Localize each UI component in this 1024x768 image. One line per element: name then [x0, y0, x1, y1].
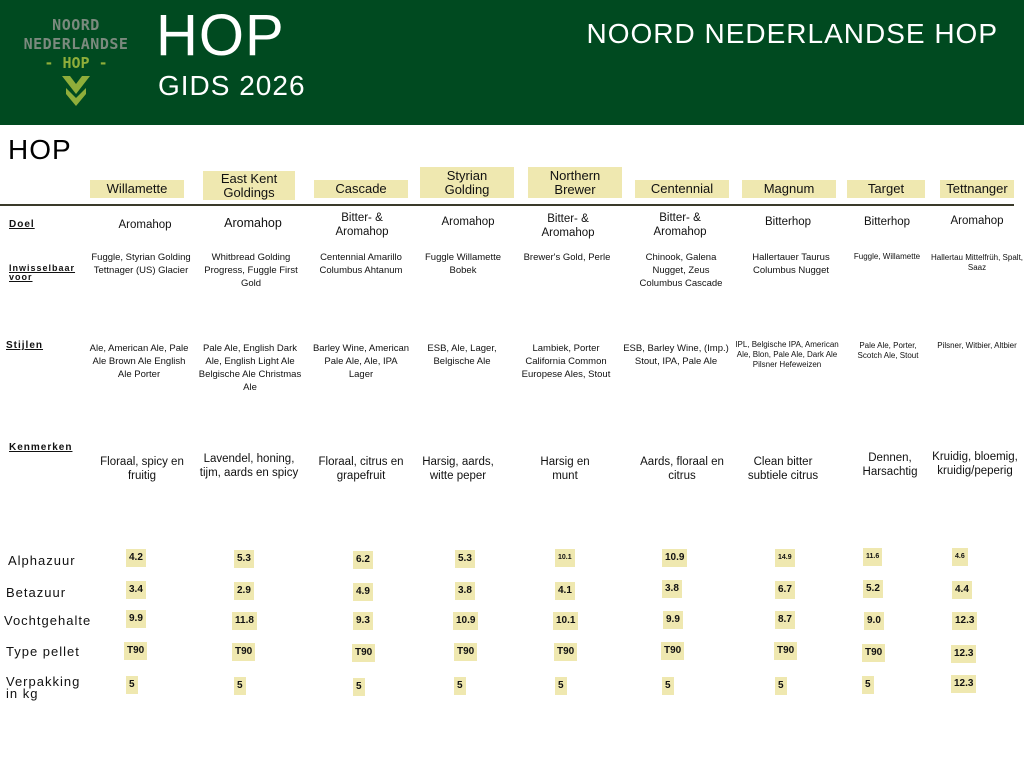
value-type-pellet: T90	[124, 642, 147, 660]
value-betazuur: 6.7	[775, 581, 795, 599]
section-title: HOP	[8, 134, 72, 165]
value-betazuur: 4.9	[353, 583, 373, 601]
column-header-target: Target	[847, 180, 925, 198]
cell-doel: Bitter- & Aromahop	[335, 212, 389, 238]
value-verpakking: 5	[862, 676, 874, 694]
column-header-tettnanger: Tettnanger	[940, 180, 1014, 198]
value-betazuur: 4.1	[555, 582, 575, 600]
cell-kenmerken: Floraal, spicy en fruitig	[100, 456, 184, 482]
cell-inwisselbaar: Hallertau Mittelfrüh, Spalt, Saaz	[930, 253, 1024, 272]
cell-inwisselbaar: Fuggle Willamette Bobek	[424, 252, 502, 276]
cell-stijlen: Barley Wine, American Pale Ale, Ale, IPA Lager	[312, 343, 410, 380]
page-subtitle: GIDS 2026	[158, 70, 306, 101]
cell-stijlen: Ale, American Ale, Pale Ale Brown Ale English Ale Porter	[89, 343, 189, 380]
cell-inwisselbaar: Centennial Amarillo Columbus Ahtanum	[319, 252, 403, 276]
value-vochtgehalte: 11.8	[232, 612, 257, 630]
header-divider	[0, 204, 1014, 206]
row-label-vochtgehalte: Vochtgehalte	[4, 613, 92, 628]
value-verpakking: 5	[454, 677, 466, 695]
value-betazuur: 3.4	[126, 581, 146, 599]
cell-doel: Bitter- & Aromahop	[541, 213, 595, 239]
value-vochtgehalte: 9.0	[864, 612, 884, 630]
value-type-pellet: T90	[454, 643, 477, 661]
cell-kenmerken: Harsig, aards, witte peper	[422, 456, 494, 482]
cell-stijlen: ESB, Barley Wine, (Imp.) Stout, IPA, Pale Ale	[623, 343, 729, 367]
cell-kenmerken: Dennen, Harsachtig	[862, 452, 918, 478]
cell-doel: Aromahop	[950, 215, 1004, 227]
cell-doel: Bitterhop	[863, 216, 911, 228]
value-alphazuur: 10.1	[555, 549, 575, 567]
cell-inwisselbaar: Fuggle, Styrian Golding Tettnager (US) Glacier	[91, 252, 191, 276]
cell-inwisselbaar: Brewer's Gold, Perle	[523, 252, 611, 263]
value-type-pellet: T90	[774, 642, 797, 660]
value-vochtgehalte: 10.1	[553, 612, 578, 630]
row-label-betazuur: Betazuur	[6, 585, 67, 600]
cell-stijlen: IPL, Belgische IPA, American Ale, Blon, Pale Ale, Dark Ale Pilsner Hefeweizen	[735, 340, 839, 369]
row-label-alphazuur: Alphazuur	[8, 553, 76, 568]
value-betazuur: 2.9	[234, 582, 254, 600]
value-vochtgehalte: 9.3	[353, 612, 373, 630]
column-header-east-kent-goldings: East Kent Goldings	[203, 171, 295, 200]
cell-inwisselbaar: Whitbread Golding Progress, Fuggle First Gold	[204, 252, 298, 289]
cell-doel: Aromahop	[441, 216, 495, 228]
value-alphazuur: 4.2	[126, 549, 146, 567]
value-alphazuur: 10.9	[662, 549, 687, 567]
page-title: HOP	[156, 3, 285, 68]
row-label-type-pellet: Type pellet	[6, 644, 80, 659]
value-alphazuur: 6.2	[353, 551, 373, 569]
row-label-kenmerken: Kenmerken	[9, 442, 73, 453]
value-verpakking: 5	[234, 677, 246, 695]
column-header-styrian-golding: Styrian Golding	[420, 167, 514, 198]
column-header-cascade: Cascade	[314, 180, 408, 198]
cell-inwisselbaar: Chinook, Galena Nugget, Zeus Columbus Cascade	[639, 252, 723, 289]
value-alphazuur: 5.3	[455, 550, 475, 568]
value-alphazuur: 4.6	[952, 548, 968, 566]
cell-kenmerken: Clean bitter subtiele citrus	[747, 456, 819, 482]
cell-stijlen: Pale Ale, English Dark Ale, English Light Ale Belgische Ale Christmas Ale	[198, 343, 302, 393]
row-label-verpakking: Verpakking in kg	[6, 674, 81, 701]
value-type-pellet: T90	[554, 643, 577, 661]
column-header-magnum: Magnum	[742, 180, 836, 198]
cell-doel: Aromahop	[224, 216, 282, 230]
value-vochtgehalte: 9.9	[126, 610, 146, 628]
cell-kenmerken: Kruidig, bloemig, kruidig/peperig	[932, 451, 1018, 477]
cell-doel: Bitterhop	[764, 216, 812, 228]
value-verpakking: 5	[353, 678, 365, 696]
row-label-doel: Doel	[9, 219, 35, 230]
value-vochtgehalte: 8.7	[775, 611, 795, 629]
value-verpakking: 12.3	[951, 675, 976, 693]
value-type-pellet: T90	[661, 642, 684, 660]
value-betazuur: 5.2	[863, 580, 883, 598]
column-header-centennial: Centennial	[635, 180, 729, 198]
value-vochtgehalte: 12.3	[952, 612, 977, 630]
logo-line-2: NEDERLANDSE	[23, 35, 129, 53]
value-betazuur: 3.8	[662, 580, 682, 598]
value-alphazuur: 11.6	[863, 548, 882, 566]
hop-cone-icon	[60, 74, 92, 108]
cell-doel: Bitter- & Aromahop	[653, 212, 707, 238]
value-type-pellet: T90	[232, 643, 255, 661]
row-label-stijlen: Stijlen	[6, 340, 44, 351]
value-verpakking: 5	[662, 677, 674, 695]
cell-stijlen: Lambiek, Porter California Common Europese Ales, Stout	[521, 343, 611, 380]
value-alphazuur: 5.3	[234, 550, 254, 568]
cell-kenmerken: Harsig en munt	[540, 456, 590, 482]
value-verpakking: 5	[775, 677, 787, 695]
cell-kenmerken: Aards, floraal en citrus	[640, 456, 724, 482]
cell-doel: Aromahop	[118, 219, 172, 231]
value-alphazuur: 14.9	[775, 549, 795, 567]
cell-inwisselbaar: Fuggle, Willamette	[853, 252, 921, 261]
company-name: NOORD NEDERLANDSE HOP	[586, 18, 998, 49]
value-type-pellet: T90	[352, 644, 375, 662]
cell-stijlen: ESB, Ale, Lager, Belgische Ale	[427, 343, 497, 367]
value-type-pellet: 12.3	[951, 645, 976, 663]
brand-logo	[10, 16, 142, 108]
logo-line-3: - HOP -	[44, 54, 108, 72]
value-verpakking: 5	[126, 676, 138, 694]
cell-stijlen: Pilsner, Witbier, Altbier	[937, 341, 1017, 350]
header-banner	[0, 0, 1024, 125]
value-type-pellet: T90	[862, 644, 885, 662]
value-vochtgehalte: 9.9	[663, 611, 683, 629]
cell-inwisselbaar: Hallertauer Taurus Columbus Nugget	[752, 252, 830, 276]
value-verpakking: 5	[555, 677, 567, 695]
value-vochtgehalte: 10.9	[453, 612, 478, 630]
column-header-northern-brewer: Northern Brewer	[528, 167, 622, 198]
cell-kenmerken: Lavendel, honing, tijm, aards en spicy	[199, 453, 299, 479]
row-label-inwisselbaar: Inwisselbaar voor	[9, 263, 76, 282]
cell-kenmerken: Floraal, citrus en grapefruit	[318, 456, 404, 482]
column-header-willamette: Willamette	[90, 180, 184, 198]
logo-line-1: NOORD	[52, 16, 100, 34]
cell-stijlen: Pale Ale, Porter, Scotch Ale, Stout	[857, 341, 919, 360]
value-betazuur: 3.8	[455, 582, 475, 600]
value-betazuur: 4.4	[952, 581, 972, 599]
